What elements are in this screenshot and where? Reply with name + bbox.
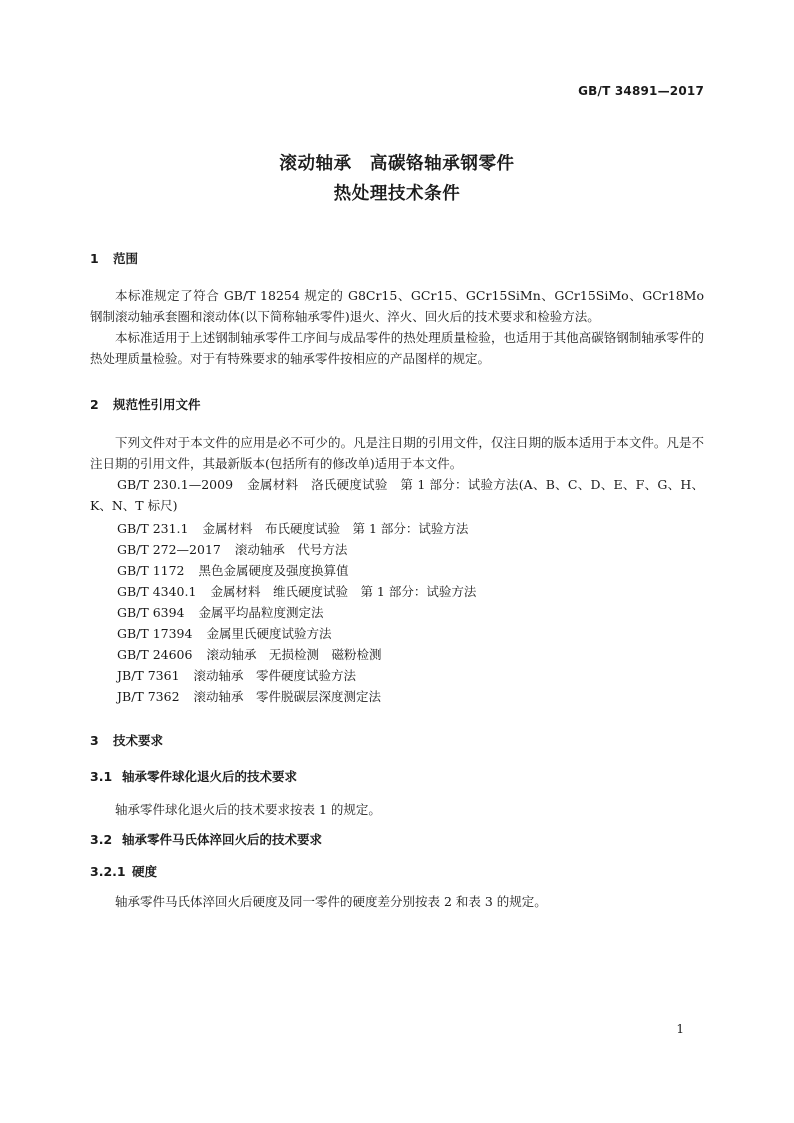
reference-title: 滚动轴承 代号方法 xyxy=(234,542,348,557)
reference-title: 滚动轴承 零件脱碳层深度测定法 xyxy=(193,689,382,704)
reference-item xyxy=(117,540,347,558)
reference-code: GB/T 230.1—2009 xyxy=(117,477,234,492)
page-number: 1 xyxy=(676,1022,684,1036)
reference-item xyxy=(117,624,331,642)
section-title: 规范性引用文件 xyxy=(113,397,201,412)
section-number: 3 xyxy=(90,733,99,748)
scope-paragraph-1: 本标准规定了符合 GB/T 18254 规定的 G8Cr15、GCr15、GCr15SiMn、GCr15SiMo、GCr18Mo 钢制滚动轴承套圈和滚动体(以下简称轴承零件)退火、淬火、回火后的技术要求和检验方法。 xyxy=(90,288,704,324)
section-title: 范围 xyxy=(113,251,139,266)
reference-code: GB/T 272—2017 xyxy=(117,542,221,557)
reference-item xyxy=(90,474,704,516)
reference-item xyxy=(117,561,349,579)
reference-code: GB/T 1172 xyxy=(117,563,185,578)
section-2-heading xyxy=(90,395,201,413)
section-number: 3.2 xyxy=(90,832,113,847)
reference-item xyxy=(117,603,324,621)
section-number: 3.1 xyxy=(90,769,113,784)
section-3-1-paragraph: 轴承零件球化退火后的技术要求按表 1 的规定。 xyxy=(115,802,381,817)
reference-title: 金属材料 洛氏硬度试验 第 1 部分：试验方法(A、B、C、D、E、F、G、H、K、N、T 标尺) xyxy=(90,477,704,513)
scope-paragraph-2: 本标准适用于上述钢制轴承零件工序间与成品零件的热处理质量检验，也适用于其他高碳铬钢制轴承零件的热处理质量检验。对于有特殊要求的轴承零件按相应的产品图样的规定。 xyxy=(90,330,704,366)
reference-title: 金属里氏硬度试验方法 xyxy=(206,626,332,641)
standard-code: GB/T 34891—2017 xyxy=(578,84,704,98)
reference-title: 滚动轴承 零件硬度试验方法 xyxy=(193,668,357,683)
reference-code: GB/T 24606 xyxy=(117,647,193,662)
reference-code: JB/T 7361 xyxy=(117,668,180,683)
reference-item xyxy=(117,666,356,684)
reference-title: 金属材料 布氏硬度试验 第 1 部分：试验方法 xyxy=(202,521,469,536)
section-title: 轴承零件球化退火后的技术要求 xyxy=(122,769,298,784)
section-title: 硬度 xyxy=(132,864,158,879)
section-3-1-heading xyxy=(90,767,297,785)
section-number: 2 xyxy=(90,397,99,412)
reference-title: 金属平均晶粒度测定法 xyxy=(198,605,324,620)
section-3-2-heading xyxy=(90,830,322,848)
section-title: 轴承零件马氏体淬回火后的技术要求 xyxy=(122,832,323,847)
reference-code: GB/T 4340.1 xyxy=(117,584,197,599)
normative-references-intro: 下列文件对于本文件的应用是必不可少的。凡是注日期的引用文件，仅注日期的版本适用于本文件。凡是不注日期的引用文件，其最新版本(包括所有的修改单)适用于本文件。 xyxy=(90,435,704,471)
reference-code: GB/T 17394 xyxy=(117,626,193,641)
reference-title: 金属材料 维氏硬度试验 第 1 部分：试验方法 xyxy=(210,584,477,599)
reference-title: 黑色金属硬度及强度换算值 xyxy=(198,563,349,578)
document-title-line2: 热处理技术条件 xyxy=(333,184,461,204)
section-3-heading xyxy=(90,731,163,749)
section-3-2-1-paragraph: 轴承零件马氏体淬回火后硬度及同一零件的硬度差分别按表 2 和表 3 的规定。 xyxy=(115,894,547,909)
section-title: 技术要求 xyxy=(113,733,164,748)
reference-code: GB/T 231.1 xyxy=(117,521,189,536)
reference-item xyxy=(117,645,381,663)
reference-item xyxy=(117,519,468,537)
section-number: 1 xyxy=(90,251,99,266)
reference-title: 滚动轴承 无损检测 磁粉检测 xyxy=(206,647,382,662)
reference-item xyxy=(117,687,381,705)
section-3-2-1-heading xyxy=(90,862,157,880)
reference-item xyxy=(117,582,476,600)
document-title-line1: 滚动轴承 高碳铬轴承钢零件 xyxy=(279,154,515,174)
section-1-heading xyxy=(90,249,138,267)
section-number: 3.2.1 xyxy=(90,864,126,879)
reference-code: GB/T 6394 xyxy=(117,605,185,620)
reference-code: JB/T 7362 xyxy=(117,689,180,704)
